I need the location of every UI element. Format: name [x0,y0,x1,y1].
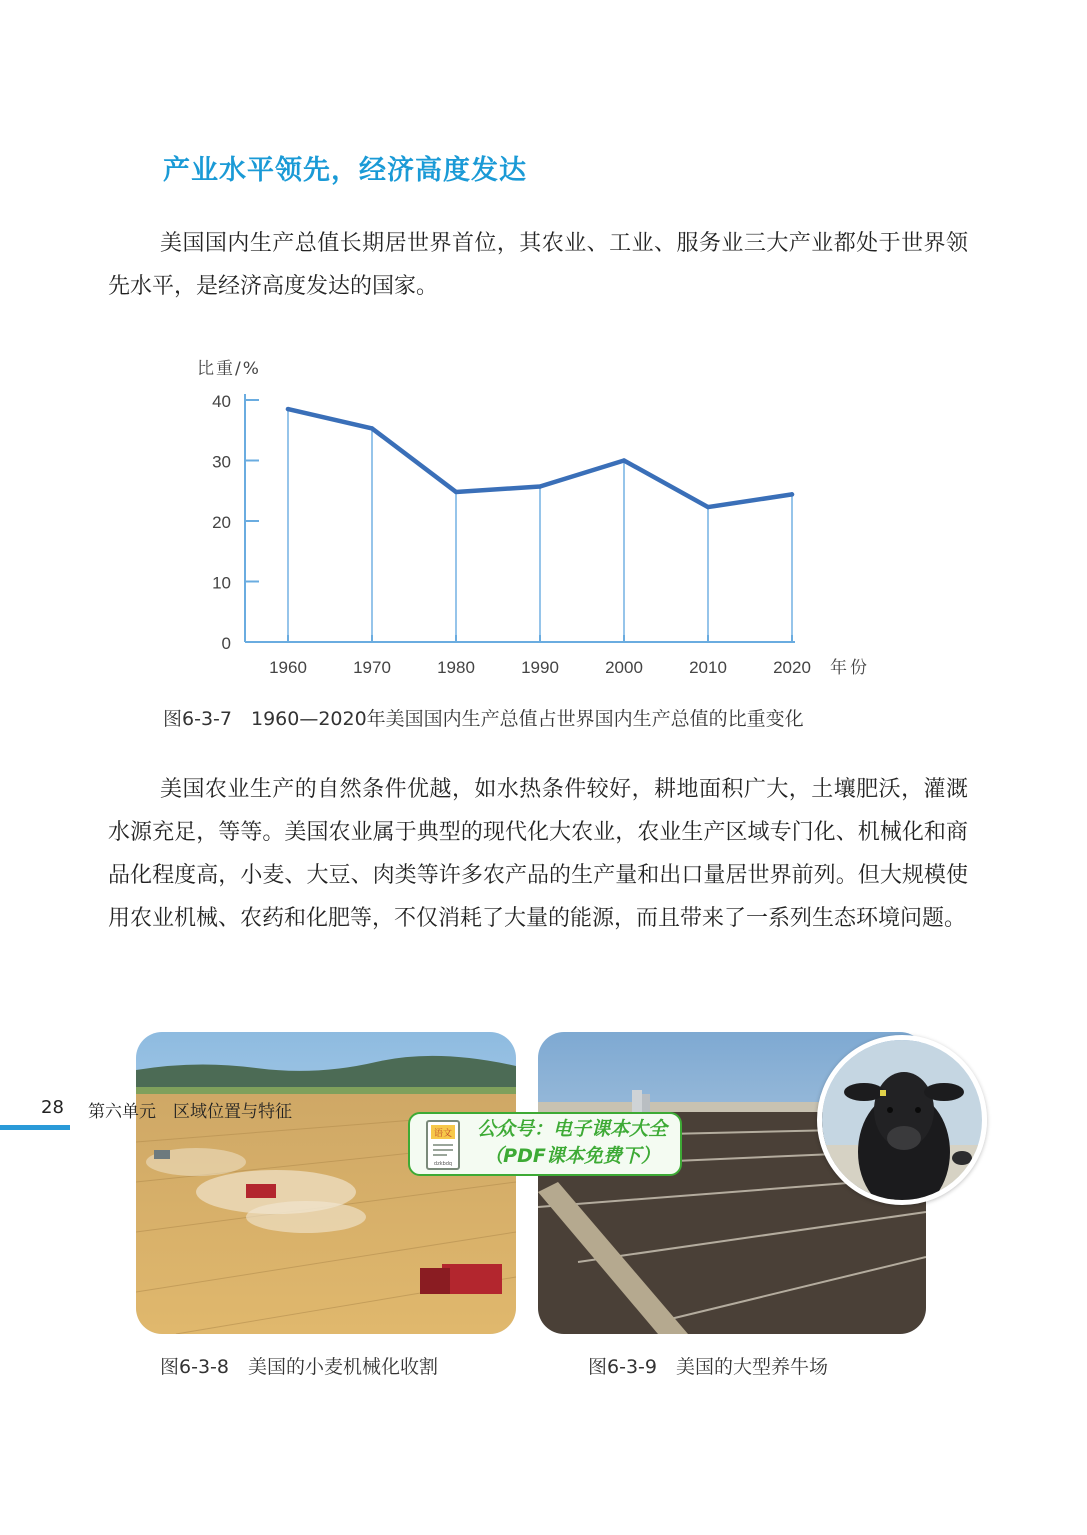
chart-caption: 图6-3-7 1960—2020年美国国内生产总值占世界国内生产总值的比重变化 [163,708,804,730]
y-tick-label: 0 [221,634,231,653]
data-point [538,484,542,488]
badge-line-2: （PDF课本免费下） [484,1145,660,1167]
data-point [454,490,458,494]
chart-ticks [197,359,870,678]
book-icon [426,1120,460,1170]
y-tick-label: 10 [212,573,231,593]
x-tick-label: 2020 [773,658,811,677]
accent-bar [0,1125,70,1130]
y-tick-label: 40 [212,392,231,411]
paragraph-intro: 美国国内生产总值长期居世界首位，其农业、工业、服务业三大产业都处于世界领先水平，是经济高度发达的国家。 [108,231,968,299]
chart-drop-lines [288,409,792,642]
badge-small-text: dzkbdq [433,1161,453,1167]
x-axis-label: 年份 [830,658,870,678]
x-tick-label: 2010 [689,658,727,677]
page-number: 28 [41,1097,64,1118]
x-tick-label: 2000 [605,658,643,677]
badge-line-1: 公众号：电子课本大全 [476,1118,667,1140]
cow-inset-photo [817,1035,987,1205]
x-tick-label: 1970 [353,658,391,677]
x-tick-label: 1960 [269,658,307,677]
watermark-badge [408,1112,682,1176]
wheat-photo-caption: 图6-3-8 美国的小麦机械化收割 [160,1356,438,1378]
badge-text [472,1116,672,1170]
gdp-share-line-chart [180,340,900,685]
unit-title: 第六单元 区域位置与特征 [88,1102,292,1122]
data-point [370,426,374,430]
data-point [622,458,626,462]
data-point [286,407,290,411]
y-tick-label: 30 [212,452,231,472]
paragraph-agriculture: 美国农业生产的自然条件优越，如水热条件较好，耕地面积广大，土壤肥沃，灌溉水源充足，等等。美国农业属于典型的现代化大农业，农业生产区域专门化、机械化和商品化程度高，小麦、大豆、肉类等许多农产品的生产量和出口量居世界前列。但大规模使用农业机械、农药和化肥等，不仅消耗了大量的能源，而且带来了一系列生态环境问题。 [108,777,968,931]
x-tick-label: 1980 [437,658,475,677]
section-heading: 产业水平领先，经济高度发达 [163,155,527,186]
y-axis-label: 比重/% [197,359,261,379]
data-point [790,492,794,496]
chart-axes [245,394,795,642]
wheat-harvest-photo [136,1032,516,1334]
y-tick-label: 20 [212,513,231,532]
x-tick-label: 1990 [521,658,559,677]
feedlot-photo-caption: 图6-3-9 美国的大型养牛场 [588,1356,828,1378]
data-point [706,505,710,509]
badge-icon-text: 语文 [433,1129,453,1139]
